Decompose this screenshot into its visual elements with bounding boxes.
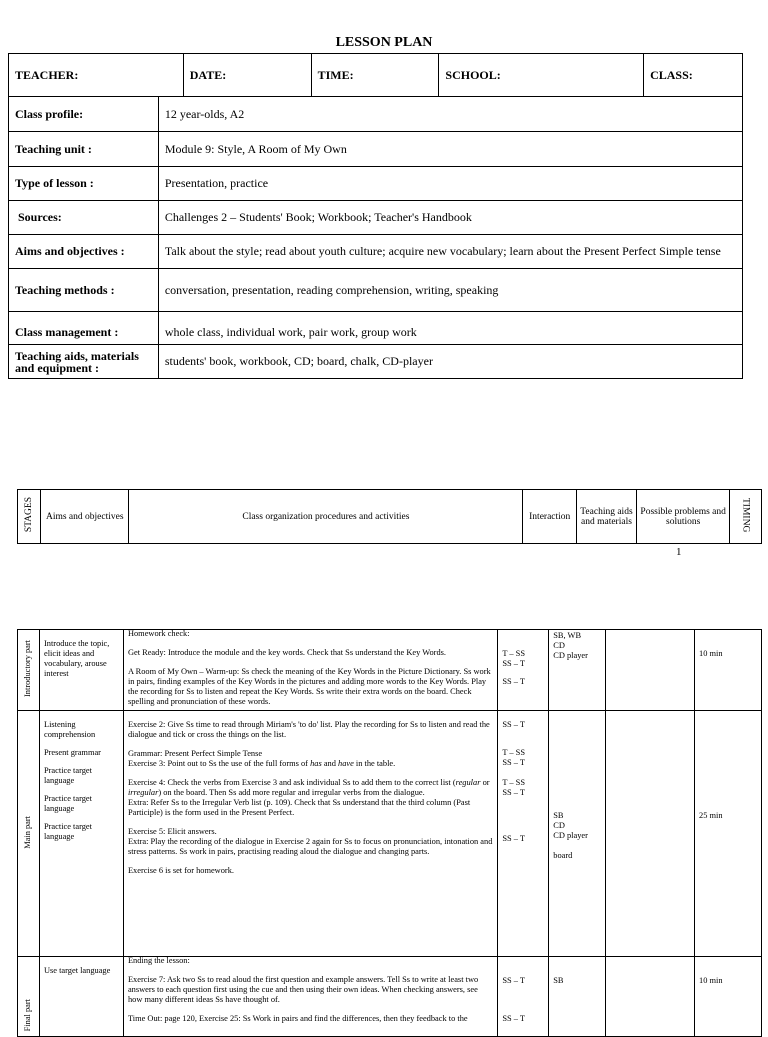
procedures-cell: Ending the lesson: Exercise 7: Ask two Ss to read aloud the first question and example answers. Tell Ss to write at least two answers to each question first using the cue and then using their own ideas. When checking answers, see how many different ideas Ss have thought of. Time Out: page 120, Exercise 25: Ss Work in pairs and find the differences, then they feedback to the [123, 957, 497, 1037]
page-number: 1 [676, 546, 682, 558]
teaching-unit-label: Teaching unit : [9, 132, 159, 167]
procedures-cell: Exercise 2: Give Ss time to read through Miriam's 'to do' list. Play the recording for Ss to listen and read the dialogue and tick or cross the things on the list. Grammar: Present Perfect Simple Tense Exercise 3: Point out to Ss the use of the full forms of has and have in the table. Exercise 4: Check the verbs from Exercise 3 and ask individual Ss to add them to the correct list (regular or irregular) on the board. Then Ss add more regular and irregular verbs from the dialogue. Extra: Refer Ss to the Irregular Verb list (p. 109). Check that Ss understand that the third column (Past Participle) is the form used in the Present Perfect. Exercise 5: Elicit answers. Extra: Play the recording of the dialogue in Exercise 2 again for Ss to focus on pronunciation, intonation and stress patterns. Ss work in pairs, practising reading aloud the dialogue and changing parts. Exercise 6 is set for homework. [123, 711, 497, 957]
aids-cell: SB [549, 957, 606, 1037]
stages-heading: STAGES [18, 490, 41, 544]
table-row [18, 957, 762, 1037]
lesson-type-value: Presentation, practice [158, 167, 742, 201]
problems-cell [606, 711, 695, 957]
table-row [18, 630, 762, 711]
stage-main: Main part [18, 711, 40, 957]
interaction-heading: Interaction [523, 490, 577, 544]
teacher-label: TEACHER: [9, 54, 184, 97]
time-label: TIME: [311, 54, 439, 97]
aims-label: Aims and objectives : [9, 235, 159, 269]
problems-cell [606, 957, 695, 1037]
class-profile-value: 12 year-olds, A2 [158, 97, 742, 132]
document-title: LESSON PLAN [335, 35, 433, 50]
procedures-heading: Class organization procedures and activities [129, 490, 523, 544]
problems-heading: Possible problems and solutions [636, 490, 730, 544]
methods-label: Teaching methods : [9, 269, 159, 312]
aids-label: Teaching aids, materials and equipment : [9, 345, 159, 379]
school-label: SCHOOL: [439, 54, 644, 97]
management-value: whole class, individual work, pair work, group work [158, 312, 742, 345]
interaction-cell: SS – T T – SS SS – T T – SS SS – T SS – T [498, 711, 549, 957]
teaching-unit-value: Module 9: Style, A Room of My Own [158, 132, 742, 167]
aids-cell: SB, WB CD CD player [549, 630, 606, 711]
aids-heading: Teaching aids and materials [577, 490, 637, 544]
stages-header-table [17, 489, 762, 544]
aims-cell: Listening comprehension Present grammar Practice target language Practice target language Practice target language [39, 711, 123, 957]
problems-cell [606, 630, 695, 711]
class-profile-label: Class profile: [9, 97, 159, 132]
aims-heading: Aims and objectives [41, 490, 129, 544]
interaction-cell: SS – T SS – T [498, 957, 549, 1037]
activities-table [17, 629, 762, 1037]
stage-intro: Introductory part [18, 630, 40, 711]
lesson-type-label: Type of lesson : [9, 167, 159, 201]
timing-cell: 10 min [695, 630, 762, 711]
interaction-cell: T – SS SS – T SS – T [498, 630, 549, 711]
lesson-info-table [8, 53, 743, 379]
class-label: CLASS: [644, 54, 743, 97]
sources-label: Sources: [9, 201, 159, 235]
procedures-cell: Homework check: Get Ready: Introduce the module and the key words. Check that Ss understand the Key Words. A Room of My Own – Warm-up: Ss check the meaning of the Key Words in the Picture Dictionary. Ss work in pairs, finding examples of the Key Words in the pictures and adding more words to the Key Words. Play the recording for Ss to listen and repeat the Key Words. Ss write their extra words on the board. Check spelling and pronunciation of these words. [123, 630, 497, 711]
aims-value: Talk about the style; read about youth culture; acquire new vocabulary; learn about the Present Perfect Simple tense [158, 235, 742, 269]
date-label: DATE: [183, 54, 311, 97]
aims-cell: Use target language [39, 957, 123, 1037]
table-row [18, 711, 762, 957]
methods-value: conversation, presentation, reading comprehension, writing, speaking [158, 269, 742, 312]
aims-cell: Introduce the topic, elicit ideas and vocabulary, arouse interest [39, 630, 123, 711]
timing-heading: TIMING [730, 490, 762, 544]
management-label: Class management : [9, 312, 159, 345]
timing-cell: 25 min [695, 711, 762, 957]
sources-value: Challenges 2 – Students' Book; Workbook; Teacher's Handbook [158, 201, 742, 235]
aids-cell: SB CD CD player board [549, 711, 606, 957]
timing-cell: 10 min [695, 957, 762, 1037]
stage-final: Final part [18, 957, 40, 1037]
aids-value: students' book, workbook, CD; board, chalk, CD-player [158, 345, 742, 379]
